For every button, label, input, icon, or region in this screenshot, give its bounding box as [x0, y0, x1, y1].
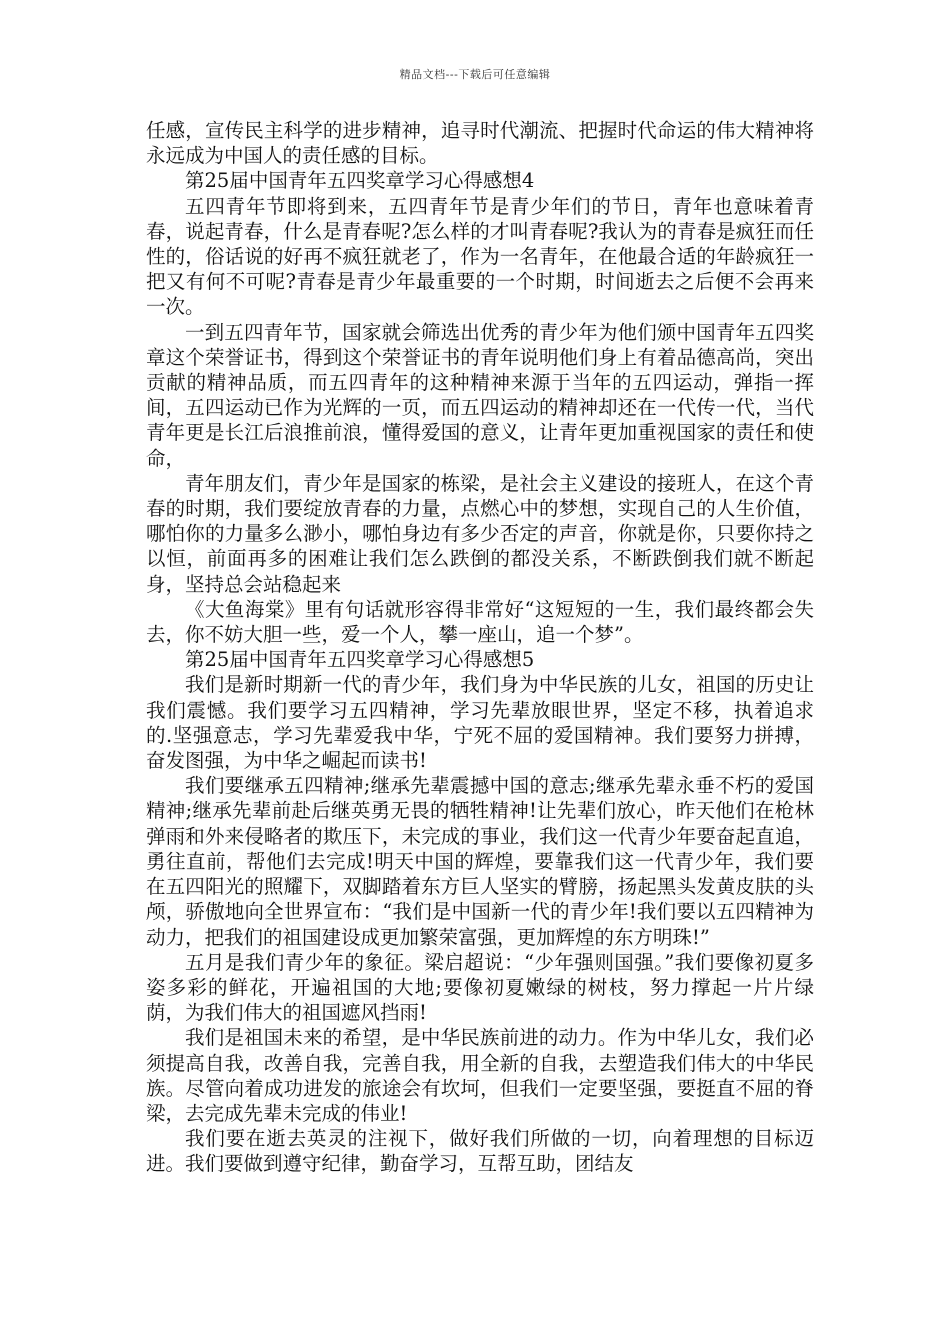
paragraph: 我们是祖国未来的希望，是中华民族前进的动力。作为中华儿女，我们必须提高自我，改善自我，完善自我，用全新的自我，去塑造我们伟大的中华民族。尽管向着成功进发的旅途会有坎坷，但我们一定要坚强，要挺直不屈的脊梁，去完成先辈未完成的伟业!: [146, 1026, 814, 1125]
section-heading: 第25届中国青年五四奖章学习心得感想4: [185, 169, 535, 193]
page-header: 精品文档---下载后可任意编辑: [399, 68, 551, 81]
section-heading: 第25届中国青年五四奖章学习心得感想5: [185, 648, 535, 672]
paragraph: 我们要在逝去英灵的注视下，做好我们所做的一切，向着理想的目标迈进。我们要做到遵守纪律，勤奋学习，互帮互助，团结友: [146, 1127, 814, 1176]
paragraph: 我们是新时期新一代的青少年，我们身为中华民族的儿女，祖国的历史让我们震憾。我们要学习五四精神，学习先辈放眼世界，坚定不移，执着追求的.坚强意志，学习先辈爱我中华，宁死不屈的爱国精神。我们要努力拼搏，奋发图强，为中华之崛起而读书!: [146, 673, 814, 773]
paragraph-quote: 《大鱼海棠》里有句话就形容得非常好“这短短的一生，我们最终都会失去，你不妨大胆一些，爱一个人，攀一座山，追一个梦”。: [146, 597, 814, 647]
paragraph: 五月是我们青少年的象征。梁启超说：“少年强则国强。”我们要像初夏多姿多彩的鲜花，开遍祖国的大地;要像初夏嫩绿的树枝，努力撑起一片片绿荫，为我们伟大的祖国遮风挡雨!: [146, 950, 814, 1025]
paragraph: 青年朋友们，青少年是国家的栋梁，是社会主义建设的接班人，在这个青春的时期，我们要绽放青春的力量，点燃心中的梦想，实现自己的人生价值，哪怕你的力量多么渺小，哪怕身边有多少否定的声音，你就是你，只要你持之以恒，前面再多的困难让我们怎么跌倒的都没关系，不断跌倒我们就不断起身，坚持总会站稳起来: [146, 471, 814, 596]
paragraph: 五四青年节即将到来，五四青年节是青少年们的节日，青年也意味着青春，说起青春，什么是青春呢?怎么样的才叫青春呢?我认为的青春是疯狂而任性的，俗话说的好再不疯狂就老了，作为一名青年，在他最合适的年龄疯狂一把又有何不可呢?青春是青少年最重要的一个时期，时间逝去之后便不会再来一次。: [146, 194, 814, 319]
paragraph: 我们要继承五四精神;继承先辈震撼中国的意志;继承先辈永垂不朽的爱国精神;继承先辈前赴后继英勇无畏的牺牲精神!让先辈们放心，昨天他们在枪林弹雨和外来侵略者的欺压下，未完成的事业，我们这一代青少年要奋起直追，勇往直前，帮他们去完成!明天中国的辉煌，要靠我们这一代青少年，我们要在五四阳光的照耀下，双脚踏着东方巨人坚实的臂膀，扬起黑头发黄皮肤的头颅，骄傲地向全世界宣布：“我们是中国新一代的青少年!我们要以五四精神为动力，把我们的祖国建设成更加繁荣富强，更加辉煌的东方明珠!”: [146, 774, 814, 949]
paragraph-continuation: 任感，宣传民主科学的进步精神，追寻时代潮流、把握时代命运的伟大精神将永远成为中国人的责任感的目标。: [146, 119, 814, 168]
paragraph: 一到五四青年节，国家就会筛选出优秀的青少年为他们颁中国青年五四奖章这个荣誉证书，得到这个荣誉证书的青年说明他们身上有着品德高尚，突出贡献的精神品质，而五四青年的这种精神来源于当年的五四运动，弹指一挥间，五四运动已作为光辉的一页，而五四运动的精神却还在一代传一代，当代青年更是长江后浪推前浪，懂得爱国的意义，让青年更加重视国家的责任和使命，: [146, 320, 814, 470]
document-body: [146, 118, 814, 1177]
